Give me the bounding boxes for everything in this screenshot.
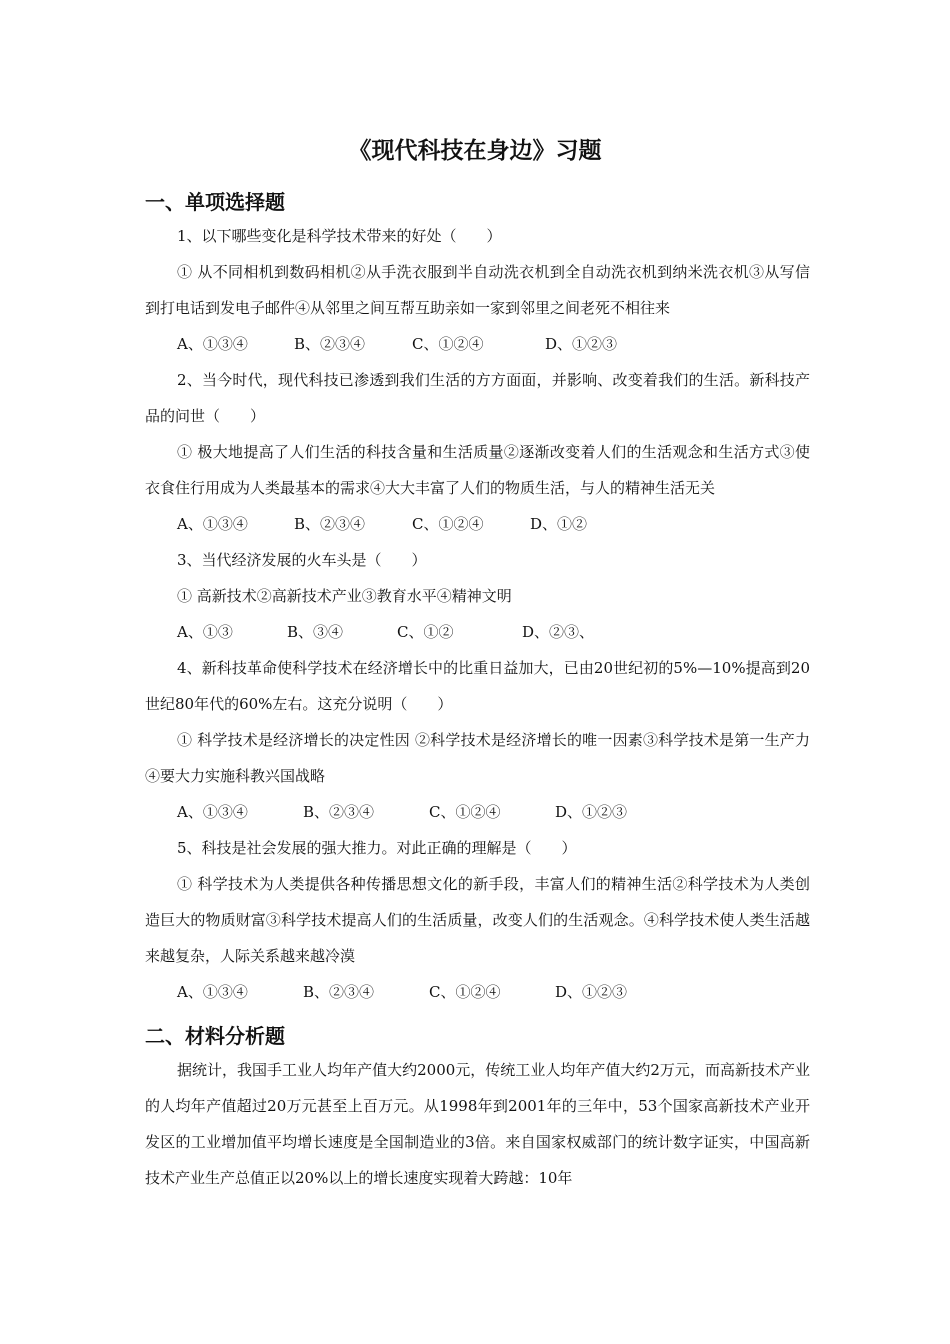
material-paragraph: 据统计，我国手工业人均年产值大约2000元，传统工业人均年产值大约2万元，而高新技术产业的人均年产值超过20万元甚至上百万元。从1998年到2001年的三年中，53个国家高新技术产业开发区的工业增加值平均增长速度是全国制造业的3倍。来自国家权威部门的统计数字证实，中国高新技术产业生产总值正以20%以上的增长速度实现着大跨越：10年 (145, 1061, 810, 1187)
question-5-option-c: C、①②④ (429, 983, 501, 1001)
questions-block (145, 218, 810, 1010)
question-4-stem: 4、新科技革命使科学技术在经济增长中的比重日益加大，已由20世纪初的5%—10%提高到20世纪80年代的60%左右。这充分说明（ ） (145, 659, 810, 713)
question-2-options (145, 506, 810, 542)
question-3-option-a: A、①③ (177, 623, 233, 641)
question-4-option-d: D、①②③ (555, 803, 628, 821)
question-1-option-b: B、②③④ (294, 335, 366, 353)
question-1-options (145, 326, 810, 362)
question-1-items: ① 从不同相机到数码相机②从手洗衣服到半自动洗衣机到全自动洗衣机到纳米洗衣机③从写信到打电话到发电子邮件④从邻里之间互帮互助亲如一家到邻里之间老死不相往来 (145, 263, 810, 317)
question-2-option-a: A、①③④ (177, 515, 248, 533)
question-4-option-b: B、②③④ (303, 803, 375, 821)
question-2-stem: 2、当今时代，现代科技已渗透到我们生活的方方面面，并影响、改变着我们的生活。新科技产品的问世（ ） (145, 371, 810, 425)
question-4-items: ① 科学技术是经济增长的决定性因 ②科学技术是经济增长的唯一因素③科学技术是第一生产力④要大力实施科教兴国战略 (145, 731, 810, 785)
question-1-option-c: C、①②④ (412, 335, 484, 353)
question-5-option-b: B、②③④ (303, 983, 375, 1001)
question-5-items: ① 科学技术为人类提供各种传播思想文化的新手段，丰富人们的精神生活②科学技术为人类创造巨大的物质财富③科学技术提高人们的生活质量，改变人们的生活观念。④科学技术使人类生活越来越复杂，人际关系越来越冷漠 (145, 875, 810, 965)
material-block (145, 1052, 810, 1196)
question-2-option-b: B、②③④ (294, 515, 366, 533)
question-5-option-d: D、①②③ (555, 983, 628, 1001)
question-1-stem: 1、以下哪些变化是科学技术带来的好处（ ） (177, 227, 502, 245)
question-3-stem: 3、当代经济发展的火车头是（ ） (177, 551, 427, 569)
question-3-items: ① 高新技术②高新技术产业③教育水平④精神文明 (177, 587, 512, 605)
question-4-option-c: C、①②④ (429, 803, 501, 821)
question-5-option-a: A、①③④ (177, 983, 248, 1001)
question-5-stem: 5、科技是社会发展的强大推力。对此正确的理解是（ ） (177, 839, 577, 857)
question-3-option-b: B、③④ (287, 623, 344, 641)
question-1-option-d: D、①②③ (545, 335, 618, 353)
question-4-option-a: A、①③④ (177, 803, 248, 821)
section-heading-single-choice: 一、单项选择题 (145, 190, 285, 214)
question-4-options (145, 794, 810, 830)
document-title: 《现代科技在身边》习题 (348, 138, 602, 164)
question-2-option-d: D、①② (530, 515, 588, 533)
question-5-options (145, 974, 810, 1010)
question-2-option-c: C、①②④ (412, 515, 484, 533)
question-3-option-c: C、①② (397, 623, 454, 641)
question-2-items: ① 极大地提高了人们生活的科技含量和生活质量②逐渐改变着人们的生活观念和生活方式③使衣食住行用成为人类最基本的需求④大大丰富了人们的物质生活，与人的精神生活无关 (145, 443, 810, 497)
section-heading-material-analysis: 二、材料分析题 (145, 1024, 285, 1048)
question-3-option-d: D、②③、 (522, 623, 595, 641)
question-1-option-a: A、①③④ (177, 335, 248, 353)
question-3-options (145, 614, 810, 650)
